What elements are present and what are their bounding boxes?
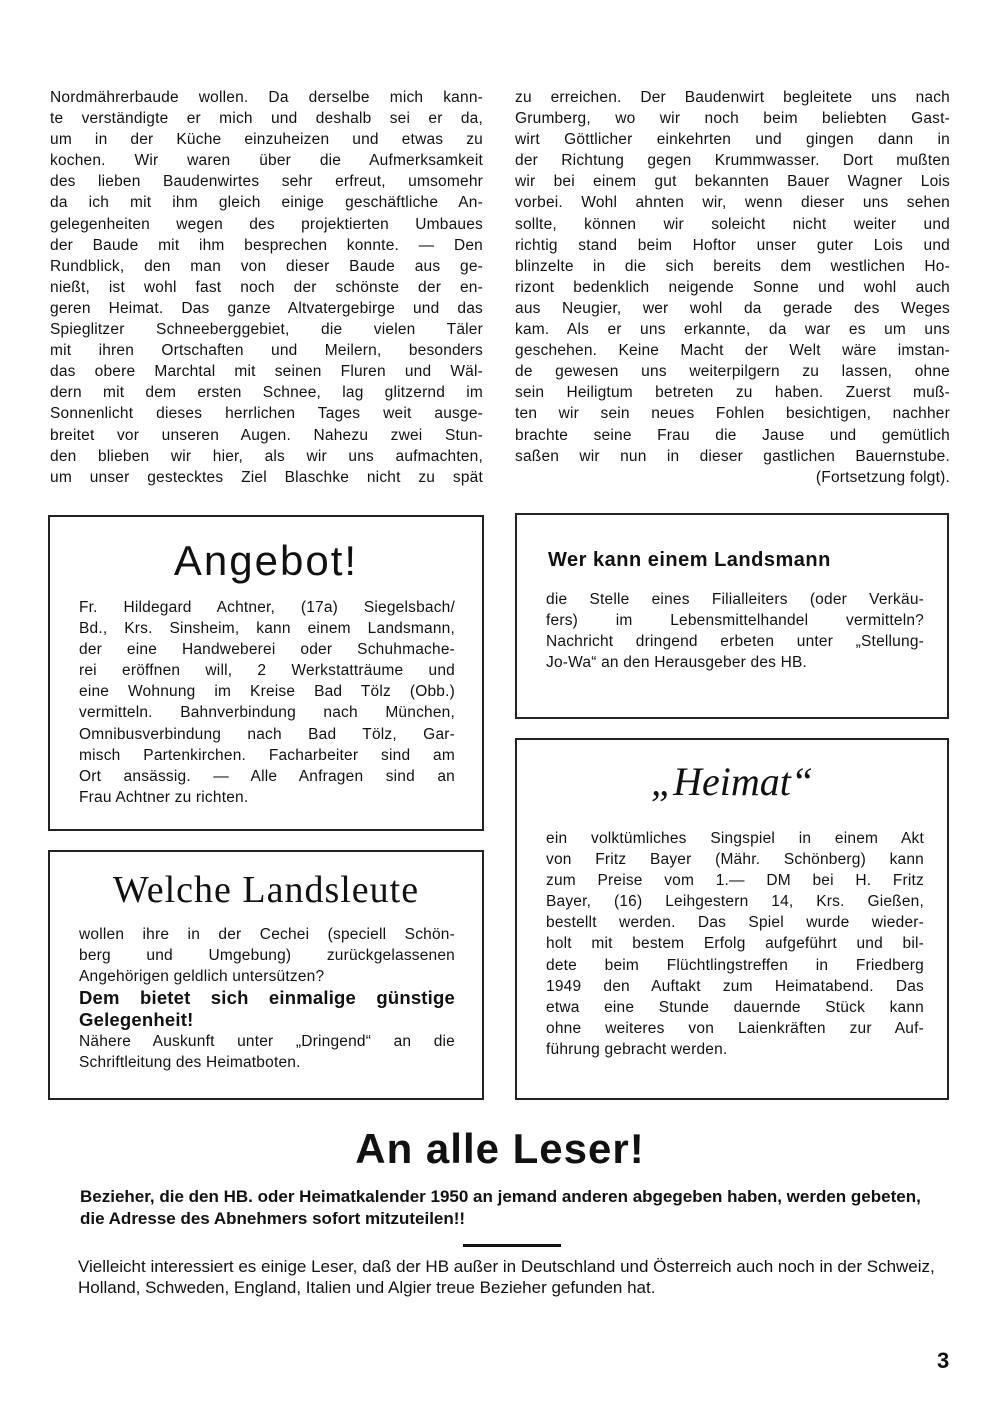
text-line: ohne weiteres von Laienkräften zur Auf-: [546, 1019, 924, 1037]
text-line: der eine Handweberei oder Schuhmache-: [79, 641, 455, 659]
text-line: misch Partenkirchen. Facharbeiter sind am: [79, 746, 455, 764]
text-line: saßen wir nun in dieser gastlichen Bauernstube.: [515, 447, 950, 465]
text-line: der Baude mit ihm besprechen konnte. — Den: [50, 236, 483, 254]
text-line: der Richtung gegen Krummwasser. Dort mußten: [515, 152, 950, 170]
text-line: Nähere Auskunft unter „Dringend“ an die: [79, 1033, 455, 1051]
text-line: berg und Umgebung) zurückgelassenen: [79, 947, 455, 965]
text-line: Nachricht dringend erbeten unter „Stellung-: [546, 633, 924, 651]
text-line: vorbei. Wohl ahnten wir, wenn dieser uns sehen: [515, 194, 950, 212]
text-line: um in der Küche einzuheizen und etwas zu: [50, 131, 483, 149]
text-line: des lieben Baudenwirtes sehr erfreut, umsomehr: [50, 173, 483, 191]
continuation-note: (Fortsetzung folgt).: [815, 468, 950, 486]
angebot-text: [79, 597, 455, 808]
divider: [463, 1244, 561, 1247]
text-line: Fr. Hildegard Achtner, (17a) Siegelsbach/: [79, 599, 455, 616]
text-line: Schriftleitung des Heimatboten.: [79, 1054, 301, 1072]
text-line: Angehörigen geldlich untersützen?: [79, 968, 325, 986]
text-line: te verständigte er mich und deshalb sei er da,: [50, 110, 483, 128]
text-line: Nordmährerbaude wollen. Da derselbe mich kann-: [50, 89, 483, 106]
angebot-title: Angebot!: [173, 537, 359, 584]
article-column-right: [515, 87, 950, 488]
heimat-text: [546, 828, 924, 1060]
text-line: etwa eine Stunde dauernde Stück kann: [546, 998, 924, 1016]
landsmann-ad: [515, 513, 949, 719]
text-line: ein volktümliches Singspiel in einem Akt: [546, 830, 924, 847]
text-line: rei eröffnen will, 2 Werkstatträume und: [79, 662, 455, 680]
text-line: Grumberg, wo wir noch beim beliebten Gast-: [515, 110, 950, 128]
text-line: Dem bietet sich einmalige günstige: [79, 987, 455, 1009]
text-line: kochen. Wir waren über die Aufmerksamkeit: [50, 152, 483, 170]
heimat-title: „Heimat“: [650, 759, 814, 804]
text-line: breitet vor unseren Augen. Nahezu zwei Stun-: [50, 426, 483, 444]
landsleute-ad: [48, 850, 484, 1100]
text-line: wollen ihre in der Cechei (speciell Schön-: [79, 926, 455, 943]
text-line: geren Heimat. Das ganze Altvatergebirge und das: [50, 299, 483, 317]
text-line: Ort ansässig. — Alle Anfragen sind an: [79, 767, 455, 785]
text-line: sollte, können wir soleicht nicht weiter und: [515, 215, 950, 233]
text-line: Spieglitzer Schneeberggebiet, die vielen Täler: [50, 321, 483, 339]
text-line: das obere Marchtal mit seinen Fluren und Wäl-: [50, 363, 483, 381]
text-line: geschehen. Keine Macht der Welt wäre imstan-: [515, 342, 950, 360]
text-line: de gewesen uns weiterpilgern zu lassen, ohne: [515, 363, 950, 381]
text-line: aus Neugier, wer wohl da gerade des Weges: [515, 299, 950, 317]
text-line: mit ihren Ortschaften und Meilern, besonders: [50, 342, 483, 360]
text-line: zum Preise vom 1.— DM bei H. Fritz: [546, 872, 924, 890]
angebot-ad: [48, 515, 484, 831]
article-column-left: [50, 87, 483, 488]
text-line: kam. Als er uns erkannte, da war es um uns: [515, 321, 950, 339]
text-line: holt mit bestem Erfolg aufgeführt und bil-: [546, 935, 924, 953]
leser-notice: Bezieher, die den HB. oder Heimatkalender 1950 an jemand anderen abgegeben haben, werden gebeten, die Adresse des Abnehmers sofort mitzuteilen!!: [80, 1187, 921, 1228]
text-line: eine Wohnung im Kreise Bad Tölz (Obb.): [79, 683, 455, 701]
landsleute-title: Welche Landsleute: [112, 869, 420, 911]
text-line: gelegenheiten wegen des projektierten Umbaues: [50, 215, 483, 233]
text-line: Jo-Wa“ an den Herausgeber des HB.: [546, 654, 808, 672]
landsmann-text: [546, 589, 924, 673]
text-line: wir bei einem gut bekannten Bauer Wagner Lois: [515, 173, 950, 191]
text-line: vermitteln. Bahnverbindung nach München,: [79, 704, 455, 722]
leser-heading: An alle Leser!: [355, 1125, 645, 1172]
text-line: da ich mit ihm gleich einige geschäftliche An-: [50, 194, 483, 212]
text-line: Bd., Krs. Sinsheim, kann einem Landsmann,: [79, 620, 455, 638]
text-line: Rundblick, den man von dieser Baude aus ge-: [50, 257, 483, 275]
text-line: sein Heiligtum betreten zu haben. Zuerst muß-: [515, 384, 950, 402]
text-line: wirt Göttlicher einkehrten und gingen dann in: [515, 131, 950, 149]
text-line: zu erreichen. Der Baudenwirt begleitete uns nach: [515, 89, 950, 106]
landsmann-title: Wer kann einem Landsmann: [548, 549, 831, 571]
text-line: rizont bedenklich neigende Sonne und wohl auch: [515, 278, 950, 296]
text-line: brachte seine Frau die Jause und gemütlich: [515, 426, 950, 444]
text-line: dern mit dem ersten Schnee, lag glitzernd im: [50, 384, 483, 402]
text-line: ten wir sein neues Fohlen besichtigen, nachher: [515, 405, 950, 423]
landsleute-text: [79, 924, 455, 1073]
text-line: Bayer, (16) Leihgestern 14, Krs. Gießen,: [546, 893, 924, 911]
text-line: die Stelle eines Filialleiters (oder Verkäu-: [546, 591, 924, 608]
text-line: Frau Achtner zu richten.: [79, 788, 249, 806]
text-line: von Fritz Bayer (Mähr. Schönberg) kann: [546, 851, 924, 869]
text-line: fers) im Lebensmittelhandel vermitteln?: [546, 612, 924, 630]
text-line: blinzelte in die sich bereits dem westlichen Ho-: [515, 257, 950, 275]
text-line: um unser gestecktes Ziel Blaschke nicht zu spät: [50, 468, 483, 486]
text-line: Sonnenlicht dieses herrlichen Tages weit ausge-: [50, 405, 483, 423]
text-line: 1949 den Auftakt zum Heimatabend. Das: [546, 977, 924, 995]
text-line: dete beim Flüchtlingstreffen in Friedberg: [546, 956, 924, 974]
text-line: führung gebracht werden.: [546, 1040, 728, 1058]
heimat-ad: [515, 738, 949, 1100]
text-line: nießt, ist wohl fast noch der schönste der en-: [50, 278, 483, 296]
leser-paragraph: Vielleicht interessiert es einige Leser, daß der HB außer in Deutschland und Österreich auch noch in der Schweiz, Holland, Schweden, England, Italien und Algier treue Bezieher gefunden hat.: [78, 1257, 935, 1297]
text-line: richtig stand beim Hoftor unser guter Lois und: [515, 236, 950, 254]
page-number: 3: [937, 1348, 950, 1373]
text-line: Omnibusverbindung nach Bad Tölz, Gar-: [79, 725, 455, 743]
text-line: den blieben wir hier, als wir uns aufmachten,: [50, 447, 483, 465]
text-line: Gelegenheit!: [79, 1009, 194, 1031]
text-line: bestellt werden. Das Spiel wurde wieder-: [546, 914, 924, 932]
